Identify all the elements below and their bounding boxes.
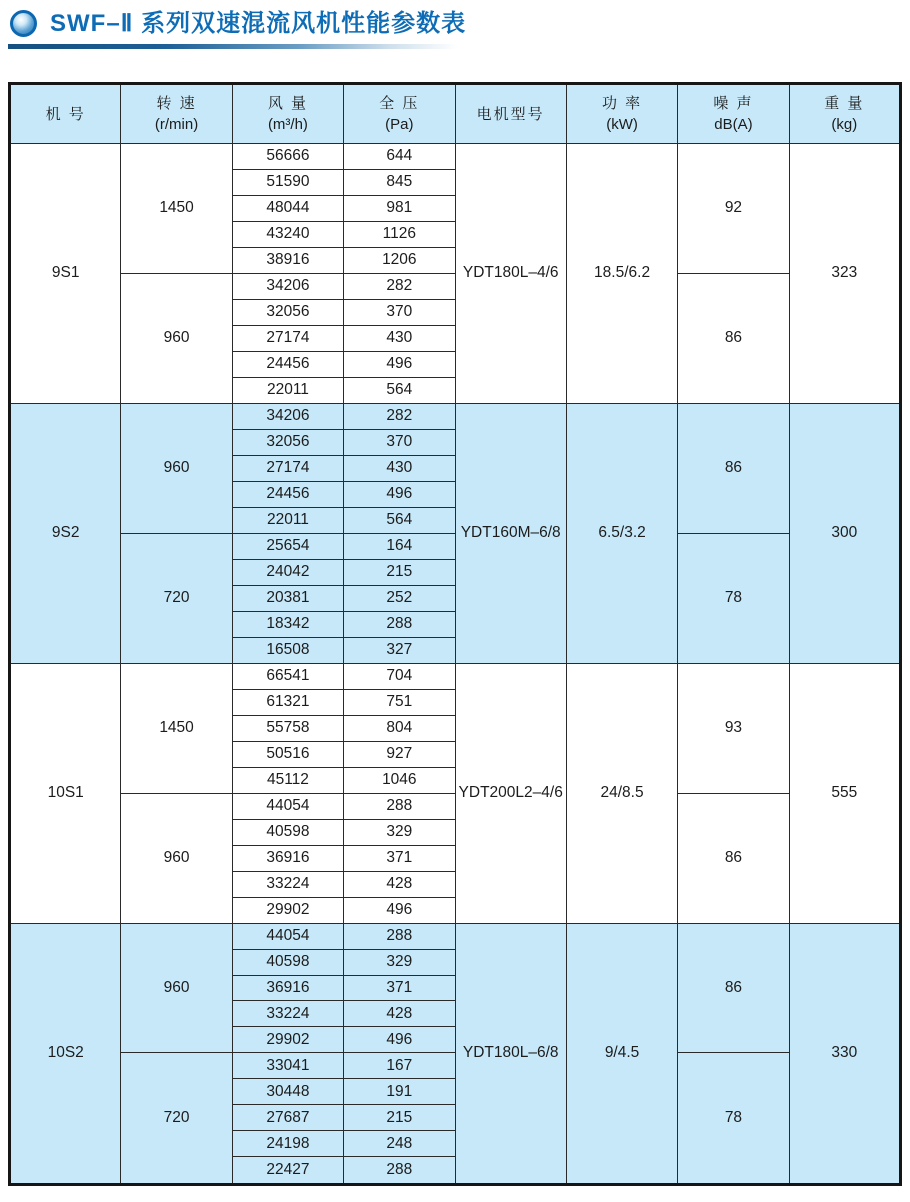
pressure-cell: 428 xyxy=(344,871,455,897)
table-row xyxy=(10,403,901,429)
flow-cell: 29902 xyxy=(232,897,343,923)
pressure-cell: 704 xyxy=(344,663,455,689)
pressure-cell: 804 xyxy=(344,715,455,741)
pressure-cell: 164 xyxy=(344,533,455,559)
pressure-cell: 288 xyxy=(344,611,455,637)
pressure-cell: 1126 xyxy=(344,221,455,247)
rpm-cell: 720 xyxy=(121,533,232,663)
flow-cell: 51590 xyxy=(232,169,343,195)
pressure-cell: 927 xyxy=(344,741,455,767)
pressure-cell: 215 xyxy=(344,559,455,585)
flow-cell: 45112 xyxy=(232,767,343,793)
rpm-cell: 1450 xyxy=(121,144,232,274)
power-cell: 24/8.5 xyxy=(566,663,677,923)
pressure-cell: 329 xyxy=(344,819,455,845)
flow-cell: 55758 xyxy=(232,715,343,741)
rpm-cell: 960 xyxy=(121,923,232,1053)
noise-cell: 92 xyxy=(678,144,789,274)
pressure-cell: 644 xyxy=(344,144,455,170)
power-cell: 6.5/3.2 xyxy=(566,403,677,663)
flow-cell: 22011 xyxy=(232,377,343,403)
flow-cell: 30448 xyxy=(232,1079,343,1105)
rpm-cell: 960 xyxy=(121,273,232,403)
flow-cell: 33224 xyxy=(232,1001,343,1027)
column-header-3: 风 量 (m³/h) xyxy=(232,84,343,144)
flow-cell: 43240 xyxy=(232,221,343,247)
pressure-cell: 282 xyxy=(344,273,455,299)
weight-cell: 330 xyxy=(789,923,900,1184)
flow-cell: 38916 xyxy=(232,247,343,273)
flow-cell: 24042 xyxy=(232,559,343,585)
pressure-cell: 428 xyxy=(344,1001,455,1027)
pressure-cell: 845 xyxy=(344,169,455,195)
flow-cell: 16508 xyxy=(232,637,343,663)
flow-cell: 27174 xyxy=(232,325,343,351)
table-row xyxy=(10,663,901,689)
pressure-cell: 430 xyxy=(344,325,455,351)
flow-cell: 36916 xyxy=(232,975,343,1001)
flow-cell: 44054 xyxy=(232,793,343,819)
pressure-cell: 191 xyxy=(344,1079,455,1105)
pressure-cell: 215 xyxy=(344,1105,455,1131)
power-cell: 9/4.5 xyxy=(566,923,677,1184)
flow-cell: 33041 xyxy=(232,1053,343,1079)
noise-cell: 93 xyxy=(678,663,789,793)
flow-cell: 50516 xyxy=(232,741,343,767)
rpm-cell: 960 xyxy=(121,793,232,923)
pressure-cell: 288 xyxy=(344,923,455,949)
column-header-1: 机 号 xyxy=(10,84,121,144)
table-row xyxy=(10,923,901,949)
performance-table xyxy=(8,82,902,1186)
pressure-cell: 496 xyxy=(344,351,455,377)
weight-cell: 555 xyxy=(789,663,900,923)
flow-cell: 25654 xyxy=(232,533,343,559)
weight-cell: 323 xyxy=(789,144,900,404)
title-underline xyxy=(8,44,458,49)
column-header-2: 转 速 (r/min) xyxy=(121,84,232,144)
flow-cell: 27174 xyxy=(232,455,343,481)
flow-cell: 33224 xyxy=(232,871,343,897)
flow-cell: 29902 xyxy=(232,1027,343,1053)
pressure-cell: 496 xyxy=(344,1027,455,1053)
pressure-cell: 252 xyxy=(344,585,455,611)
bullseye-icon xyxy=(10,10,37,37)
pressure-cell: 282 xyxy=(344,403,455,429)
flow-cell: 34206 xyxy=(232,403,343,429)
table-row xyxy=(10,144,901,170)
noise-cell: 78 xyxy=(678,1053,789,1185)
rpm-cell: 720 xyxy=(121,1053,232,1185)
model-cell: 9S2 xyxy=(10,403,121,663)
column-header-8: 重 量 (kg) xyxy=(789,84,900,144)
flow-cell: 66541 xyxy=(232,663,343,689)
motor-cell: YDT180L–6/8 xyxy=(455,923,566,1184)
noise-cell: 86 xyxy=(678,403,789,533)
flow-cell: 44054 xyxy=(232,923,343,949)
flow-cell: 40598 xyxy=(232,819,343,845)
flow-cell: 24198 xyxy=(232,1131,343,1157)
flow-cell: 22011 xyxy=(232,507,343,533)
pressure-cell: 981 xyxy=(344,195,455,221)
motor-cell: YDT160M–6/8 xyxy=(455,403,566,663)
pressure-cell: 564 xyxy=(344,377,455,403)
noise-cell: 78 xyxy=(678,533,789,663)
flow-cell: 24456 xyxy=(232,351,343,377)
page-title: SWF–Ⅱ 系列双速混流风机性能参数表 xyxy=(50,10,467,37)
pressure-cell: 329 xyxy=(344,949,455,975)
pressure-cell: 371 xyxy=(344,975,455,1001)
flow-cell: 48044 xyxy=(232,195,343,221)
pressure-cell: 1206 xyxy=(344,247,455,273)
pressure-cell: 167 xyxy=(344,1053,455,1079)
pressure-cell: 370 xyxy=(344,429,455,455)
flow-cell: 34206 xyxy=(232,273,343,299)
flow-cell: 32056 xyxy=(232,429,343,455)
pressure-cell: 496 xyxy=(344,481,455,507)
model-cell: 10S2 xyxy=(10,923,121,1184)
flow-cell: 32056 xyxy=(232,299,343,325)
flow-cell: 24456 xyxy=(232,481,343,507)
flow-cell: 20381 xyxy=(232,585,343,611)
column-header-4: 全 压 (Pa) xyxy=(344,84,455,144)
rpm-cell: 960 xyxy=(121,403,232,533)
power-cell: 18.5/6.2 xyxy=(566,144,677,404)
pressure-cell: 751 xyxy=(344,689,455,715)
weight-cell: 300 xyxy=(789,403,900,663)
pressure-cell: 564 xyxy=(344,507,455,533)
pressure-cell: 288 xyxy=(344,1157,455,1185)
model-cell: 10S1 xyxy=(10,663,121,923)
flow-cell: 40598 xyxy=(232,949,343,975)
pressure-cell: 1046 xyxy=(344,767,455,793)
motor-cell: YDT200L2–4/6 xyxy=(455,663,566,923)
column-header-5: 电机型号 xyxy=(455,84,566,144)
flow-cell: 18342 xyxy=(232,611,343,637)
pressure-cell: 371 xyxy=(344,845,455,871)
noise-cell: 86 xyxy=(678,793,789,923)
noise-cell: 86 xyxy=(678,923,789,1053)
pressure-cell: 248 xyxy=(344,1131,455,1157)
pressure-cell: 327 xyxy=(344,637,455,663)
rpm-cell: 1450 xyxy=(121,663,232,793)
motor-cell: YDT180L–4/6 xyxy=(455,144,566,404)
flow-cell: 56666 xyxy=(232,144,343,170)
flow-cell: 61321 xyxy=(232,689,343,715)
model-cell: 9S1 xyxy=(10,144,121,404)
flow-cell: 27687 xyxy=(232,1105,343,1131)
column-header-6: 功 率 (kW) xyxy=(566,84,677,144)
flow-cell: 36916 xyxy=(232,845,343,871)
noise-cell: 86 xyxy=(678,273,789,403)
pressure-cell: 496 xyxy=(344,897,455,923)
table-body xyxy=(10,144,901,1185)
pressure-cell: 370 xyxy=(344,299,455,325)
pressure-cell: 430 xyxy=(344,455,455,481)
table-header xyxy=(10,84,901,144)
flow-cell: 22427 xyxy=(232,1157,343,1185)
column-header-7: 噪 声 dB(A) xyxy=(678,84,789,144)
pressure-cell: 288 xyxy=(344,793,455,819)
page-header xyxy=(10,10,466,37)
